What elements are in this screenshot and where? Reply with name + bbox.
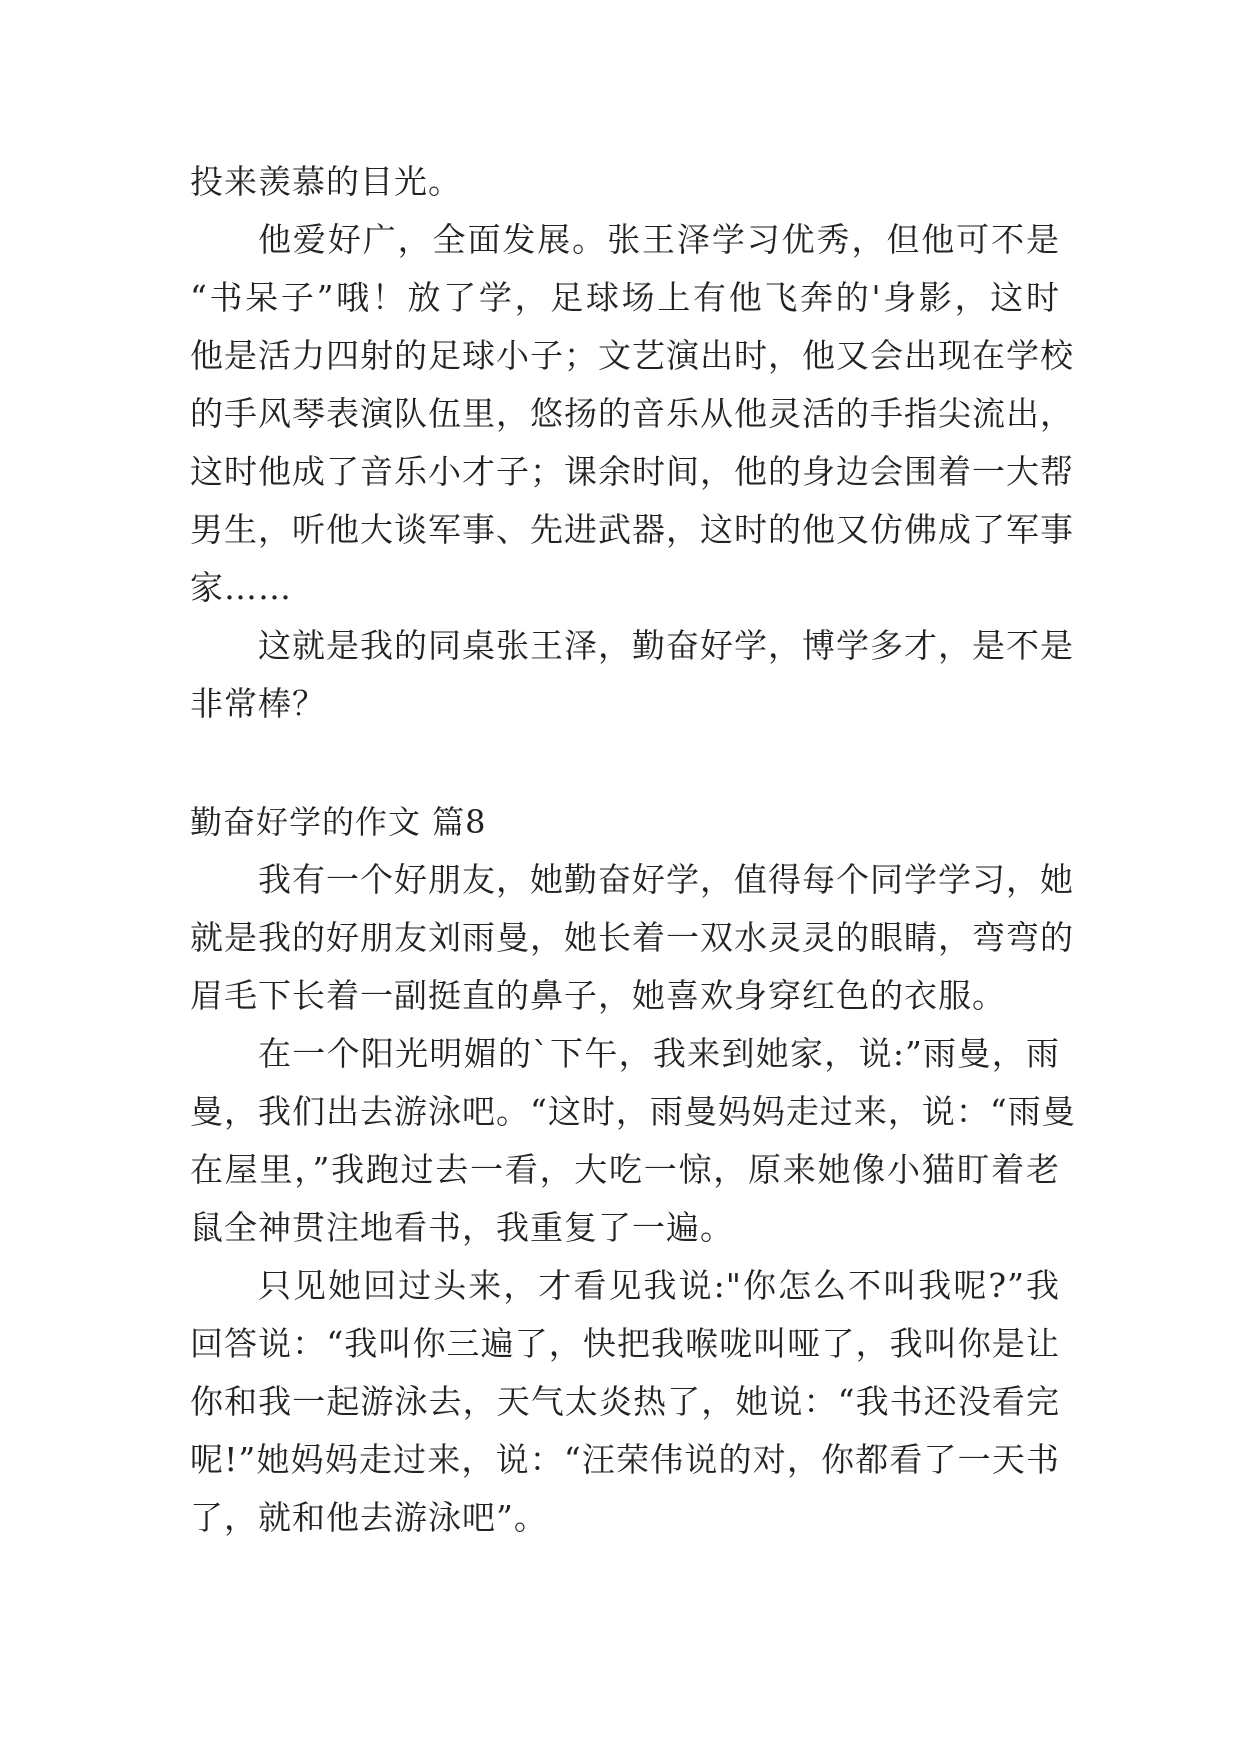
paragraph-line: 他是活力四射的足球小子；文艺演出时，他又会出现在学校 (190, 336, 1074, 375)
paragraph-line: 就是我的好朋友刘雨曼，她长着一双水灵灵的眼睛，弯弯的 (190, 918, 1074, 957)
paragraph-line: 眉毛下长着一副挺直的鼻子，她喜欢身穿红色的衣服。 (190, 976, 1006, 1015)
paragraph-line: 非常棒？ (190, 684, 326, 723)
paragraph-line: 呢!”她妈妈走过来，说：“汪荣伟说的对，你都看了一天书 (190, 1440, 1060, 1479)
paragraph-line: 你和我一起游泳去，天气太炎热了，她说：“我书还没看完 (190, 1382, 1060, 1421)
paragraph-line: 曼，我们出去游泳吧。“这时，雨曼妈妈走过来，说：“雨曼 (190, 1092, 1076, 1131)
paragraph-line: 的手风琴表演队伍里，悠扬的音乐从他灵活的手指尖流出， (190, 394, 1074, 433)
paragraph-line: 男生，听他大谈军事、先进武器，这时的他又仿佛成了军事 (190, 510, 1074, 549)
paragraph-line: 在屋里，”我跑过去一看，大吃一惊，原来她像小猫盯着老 (190, 1150, 1060, 1189)
paragraph-line: 投来羡慕的目光。 (190, 162, 462, 201)
paragraph-line: 在一个阳光明媚的`下午，我来到她家，说:”雨曼，雨 (258, 1034, 1060, 1073)
paragraph-line: 家…… (190, 568, 292, 607)
paragraph-line: 这就是我的同桌张王泽，勤奋好学，博学多才，是不是 (258, 626, 1074, 665)
paragraph-line: 他爱好广，全面发展。张王泽学习优秀，但他可不是 (258, 220, 1060, 259)
paragraph-line: 了，就和他去游泳吧”。 (190, 1498, 548, 1537)
section-heading: 勤奋好学的作文 篇8 (190, 803, 487, 841)
paragraph-line: 回答说：“我叫你三遍了，快把我喉咙叫哑了，我叫你是让 (190, 1324, 1060, 1363)
paragraph-line: 我有一个好朋友，她勤奋好学，值得每个同学学习，她 (258, 860, 1074, 899)
paragraph-line: 鼠全神贯注地看书，我重复了一遍。 (190, 1208, 734, 1247)
paragraph-line: 只见她回过头来，才看见我说:"你怎么不叫我呢?”我 (258, 1266, 1060, 1305)
paragraph-line: “书呆子”哦！放了学，足球场上有他飞奔的'身影，这时 (190, 278, 1060, 317)
paragraph-line: 这时他成了音乐小才子；课余时间，他的身边会围着一大帮 (190, 452, 1074, 491)
